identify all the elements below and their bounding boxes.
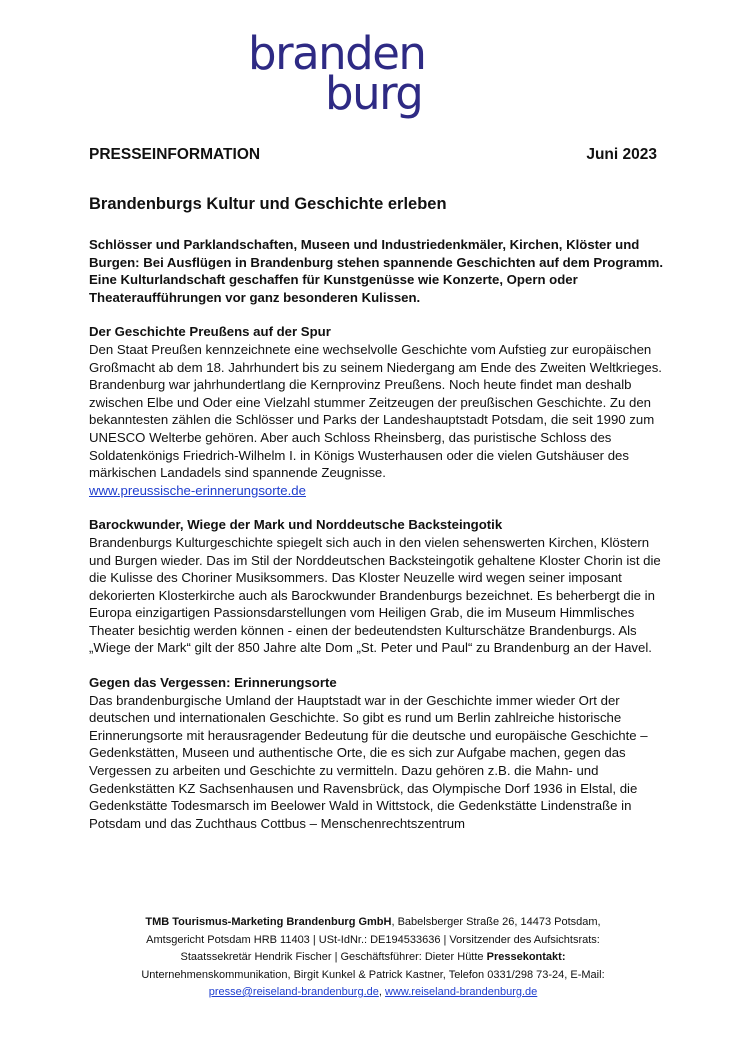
section-text: Das brandenburgische Umland der Hauptstadt war in der Geschichte immer wieder Ort der deutschen und internationalen Geschichte. So gibt es rund um Berlin zahlreiche historische Erinnerungsorte mit herausragender Bedeutung für die deutsche und europäische Geschichte – Gedenkstätten, Museen und authentische Orte, die es sich zur Aufgabe machen, gegen das Vergessen zu arbeiten und Geschichte zu vermitteln. Dazu gehören z.B. die Mahn- und Gedenkstätten KZ Sachsenhausen und Ravensbrück, das Olympische Dorf 1936 in Elstal, die Gedenkstätte Todesmarsch im Beelower Wald in Wittstock, die Gedenkstätte Lindenstraße in Potsdam und das Zuchthaus Cottbus – Menschenrechtszentrum [89, 692, 648, 831]
footer-imprint [95, 914, 651, 1002]
section-erinnerungsorte [89, 674, 664, 832]
section-text: Brandenburgs Kulturgeschichte spiegelt sich auch in den vielen sehenswerten Kirchen, Klöstern und Burgen wieder. Das im Stil der Norddeutschen Backsteingotik gehaltene Kloster Chorin ist die die Kulisse des Choriner Musiksommers. Das Kloster Neuzelle wird wegen seiner imposant dekorierten Klosterkirche auch als Barockwunder Brandenburgs bezeichnet. Es beherbergt die in Europa einzigartigen Passionsdarstellungen vom Heiligen Grab, die im Museum Himmlisches Theater besichtig werden können - einen der bedeutendsten Kulturschätze Brandenburgs. Als „Wiege der Mark“ gilt der 850 Jahre alte Dom „St. Peter und Paul“ zu Brandenburg an der Havel. [89, 534, 661, 656]
preussen-link[interactable]: www.preussische-erinnerungsorte.de [89, 482, 306, 498]
document-type: PRESSEINFORMATION [89, 146, 261, 163]
section-barock [89, 516, 664, 657]
footer-separator: , [378, 986, 386, 998]
document-date: Juni 2023 [586, 146, 657, 163]
footer-press-label: Pressekontakt: [486, 951, 566, 963]
logo-line-1: branden [248, 27, 426, 80]
brandenburg-logo [248, 27, 488, 120]
logo-line-2: burg [325, 67, 423, 120]
section-heading: Gegen das Vergessen: Erinnerungsorte [89, 675, 337, 691]
website-link[interactable]: www.reiseland-brandenburg.de [385, 986, 538, 998]
page-title: Brandenburgs Kultur und Geschichte erleben [89, 195, 447, 213]
document-header [89, 146, 657, 164]
section-text: Den Staat Preußen kennzeichnete eine wechselvolle Geschichte vom Aufstieg zur europäischen Großmacht ab dem 18. Jahrhundert bis zu seinem Niedergang am Ende des Zweiten Weltkrieges. Brandenburg war jahrhundertlang die Kernprovinz Preußens. Noch heute findet man deshalb zwischen Elbe und Oder eine Vielzahl stummer Zeitzeugen der preußischen Geschichte. Zu den bekanntesten zählen die Schlösser und Parks der Landeshauptstadt Potsdam, die seit 1990 zum UNESCO Welterbe gehören. Aber auch Schloss Rheinsberg, das puristische Schloss des Soldatenkönigs Friedrich-Wilhelm I. in Königs Wusterhausen oder die vielen Gutshäuser des märkischen Landadels sind spannende Zeugnisse. [89, 341, 662, 481]
section-heading: Barockwunder, Wiege der Mark und Norddeutsche Backsteingotik [89, 517, 503, 533]
press-email-link[interactable]: presse@reiseland-brandenburg.de [208, 986, 379, 998]
footer-registry: Amtsgericht Potsdam HRB 11403 | USt-IdNr.: DE194533636 | Vorsitzender des Aufsichtsrats: [146, 933, 600, 946]
section-preussen [89, 323, 664, 499]
footer-company: TMB Tourismus-Marketing Brandenburg GmbH [145, 916, 392, 928]
lead-paragraph: Schlösser und Parklandschaften, Museen und Industriedenkmäler, Kirchen, Klöster und Burgen: Bei Ausflügen in Brandenburg stehen spannende Geschichten auf dem Programm. Eine Kulturlandschaft geschaffen für Kunstgenüsse wie Konzerte, Opern oder Theateraufführungen vor ganz besonderen Kulissen. [89, 237, 663, 305]
footer-management: Staatssekretär Hendrik Fischer | Geschäftsführer: Dieter Hütte [180, 951, 487, 963]
footer-address: , Babelsberger Straße 26, 14473 Potsdam, [391, 916, 601, 928]
article-body [89, 236, 664, 849]
footer-contact: Unternehmenskommunikation, Birgit Kunkel & Patrick Kastner, Telefon 0331/298 73-24, E-Mail: [141, 968, 605, 981]
section-heading: Der Geschichte Preußens auf der Spur [89, 324, 331, 340]
